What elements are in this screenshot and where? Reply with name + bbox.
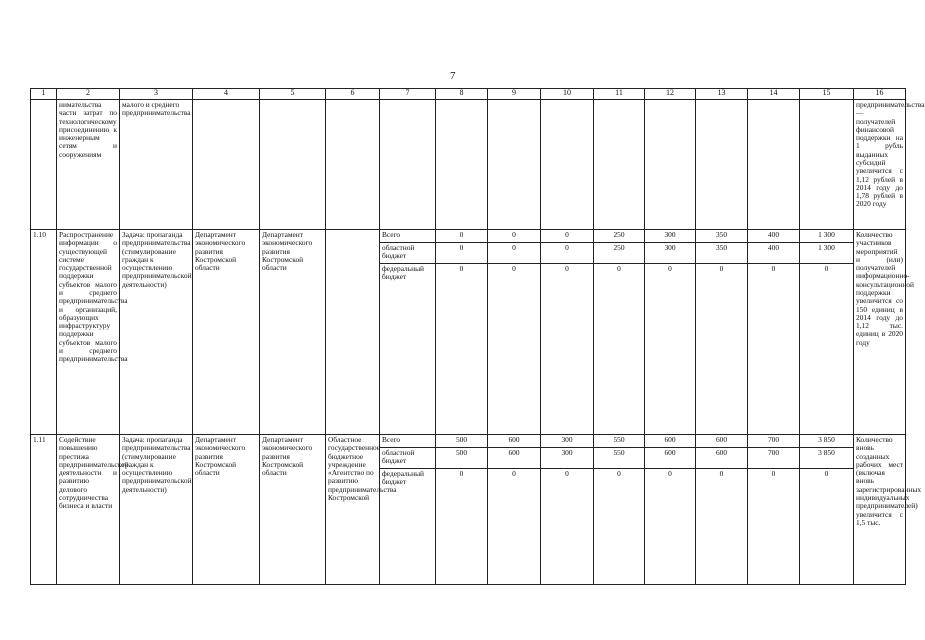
value-cell: [541, 100, 594, 230]
year-values: [436, 230, 488, 435]
value-regional: 600: [488, 448, 540, 469]
co-executor: [260, 100, 326, 230]
program-table: [30, 88, 925, 585]
year-values: [594, 435, 645, 585]
source-total: Всего: [380, 435, 435, 448]
value-federal: 0: [824, 469, 829, 478]
year-values: [541, 435, 594, 585]
value-federal: 0: [719, 264, 724, 273]
year-values: [696, 435, 748, 585]
value-federal: 0: [512, 264, 516, 273]
header-row: [31, 89, 906, 100]
value-federal: 0: [771, 264, 776, 273]
value-regional: 300: [541, 448, 593, 469]
value-cell: [748, 100, 800, 230]
source-regional: областной бюджет: [380, 448, 435, 469]
value-cell: [645, 100, 696, 230]
col-header: 3: [120, 89, 193, 100]
col-header: 7: [380, 89, 436, 100]
page-number: 7: [450, 70, 456, 82]
indicator-text: предпринимательства — получателей финансовой поддержки на 1 рубль выданных субсидий увеличится с 1,12 рублей в 2014 году до 1,78 рублей в 2020 году: [854, 100, 906, 230]
value-total: 600: [488, 435, 540, 448]
funding-source: [380, 100, 436, 230]
source-federal: федеральный бюджет: [382, 469, 424, 487]
year-values: [436, 435, 488, 585]
col-header: 9: [488, 89, 541, 100]
col-header: 14: [748, 89, 800, 100]
row-number: [31, 100, 57, 230]
value-federal: 0: [719, 469, 724, 478]
source-federal: федеральный бюджет: [382, 264, 424, 282]
year-values: [748, 435, 800, 585]
value-total: 350: [696, 230, 747, 243]
participant: Областное государственное бюджетное учреждение «Агентство по развитию предпринимательства Костромской: [326, 435, 380, 585]
year-values: [541, 230, 594, 435]
value-total: 0: [541, 230, 593, 243]
value-regional: 3 850: [800, 448, 853, 469]
table-row-1-11: [31, 435, 906, 585]
indicator-text: Количество участников мероприятий и (или) получателей информационно-консультационной поддержки увеличится со 150 единиц в 2014 году до 1,12 тыс. единиц в 2020 году: [854, 230, 906, 435]
funding-sources: [380, 230, 436, 435]
value-regional: 300: [645, 243, 695, 264]
value-federal: 0: [459, 469, 464, 478]
value-total: 500: [436, 435, 487, 448]
activity-name: нимательства части затрат по технологическому присоединению к инженерным сетям и сооружениям: [57, 100, 120, 230]
value-total: 600: [645, 435, 695, 448]
source-regional: областной бюджет: [380, 243, 435, 264]
value-regional: 600: [645, 448, 695, 469]
value-total: 400: [748, 230, 799, 243]
task-text: малого и среднего предпринимательства: [120, 100, 193, 230]
value-cell: [488, 100, 541, 230]
year-values: [488, 230, 541, 435]
year-values: [800, 435, 854, 585]
value-total: 600: [696, 435, 747, 448]
row-number: 1.11: [31, 435, 57, 585]
value-federal: 0: [617, 264, 621, 273]
continuation-row: [31, 100, 906, 230]
indicator-text: Количество вновь созданных рабочих мест (включая вновь зарегистрированных индивидуальных предпринимателей) увеличится с 1,5 тыс.: [854, 435, 906, 585]
value-regional: 350: [696, 243, 747, 264]
col-header: 12: [645, 89, 696, 100]
value-regional: 700: [748, 448, 799, 469]
col-header: 16: [854, 89, 906, 100]
value-regional: 0: [541, 243, 593, 264]
value-total: 0: [436, 230, 487, 243]
value-total: 550: [594, 435, 644, 448]
year-values: [800, 230, 854, 435]
executor: [193, 100, 260, 230]
value-federal: 0: [617, 469, 621, 478]
year-values: [594, 230, 645, 435]
value-total: 300: [645, 230, 695, 243]
col-header: 10: [541, 89, 594, 100]
value-federal: 0: [459, 264, 464, 273]
year-values: [488, 435, 541, 585]
col-header: 11: [594, 89, 645, 100]
participant: [326, 230, 380, 435]
col-header: 6: [326, 89, 380, 100]
value-regional: 500: [436, 448, 487, 469]
value-federal: 0: [512, 469, 516, 478]
activity-name: Распространение информации о существующей системе государственной поддержки субъектов малого и среднего предпринимательства и организаций, образующих инфраструктуру поддержки субъектов малого и среднего предпринимательства: [57, 230, 120, 435]
value-total: 3 850: [800, 435, 853, 448]
activity-name: Содействие повышению престижа предпринимательской деятельности и развитию делового сотрудничества бизнеса и власти: [57, 435, 120, 585]
participant: [326, 100, 380, 230]
task-text: Задача: пропаганда предпринимательства (стимулирование граждан к осуществлению предпринимательской деятельности): [120, 435, 193, 585]
value-federal: 0: [565, 469, 569, 478]
executor: Департамент экономического развития Костромской области: [193, 435, 260, 585]
value-regional: 0: [436, 243, 487, 264]
col-header: 5: [260, 89, 326, 100]
value-regional: 400: [748, 243, 799, 264]
value-regional: 550: [594, 448, 644, 469]
value-federal: 0: [565, 264, 569, 273]
value-regional: 1 300: [800, 243, 853, 264]
value-cell: [436, 100, 488, 230]
row-number: 1.10: [31, 230, 57, 435]
funding-sources: [380, 435, 436, 585]
year-values: [696, 230, 748, 435]
col-header: 15: [800, 89, 854, 100]
value-federal: 0: [824, 264, 829, 273]
year-values: [748, 230, 800, 435]
value-cell: [594, 100, 645, 230]
value-total: 1 300: [800, 230, 853, 243]
value-cell: [696, 100, 748, 230]
year-values: [645, 435, 696, 585]
value-federal: 0: [771, 469, 776, 478]
value-total: 0: [488, 230, 540, 243]
col-header: 13: [696, 89, 748, 100]
col-header: 4: [193, 89, 260, 100]
value-regional: 600: [696, 448, 747, 469]
value-cell: [800, 100, 854, 230]
col-header: 1: [31, 89, 57, 100]
value-federal: 0: [668, 264, 672, 273]
value-total: 300: [541, 435, 593, 448]
col-header: 2: [57, 89, 120, 100]
value-regional: 0: [488, 243, 540, 264]
year-values: [645, 230, 696, 435]
value-regional: 250: [594, 243, 644, 264]
executor: Департамент экономического развития Костромской области: [193, 230, 260, 435]
col-header: 8: [436, 89, 488, 100]
source-total: Всего: [380, 230, 435, 243]
value-federal: 0: [668, 469, 672, 478]
co-executor: Департамент экономического развития Костромской области: [260, 230, 326, 435]
table-row-1-10: [31, 230, 906, 435]
task-text: Задача: пропаганда предпринимательства (стимулирование граждан к осуществлению предпринимательской деятельности): [120, 230, 193, 435]
value-total: 700: [748, 435, 799, 448]
value-total: 250: [594, 230, 644, 243]
co-executor: Департамент экономического развития Костромской области: [260, 435, 326, 585]
